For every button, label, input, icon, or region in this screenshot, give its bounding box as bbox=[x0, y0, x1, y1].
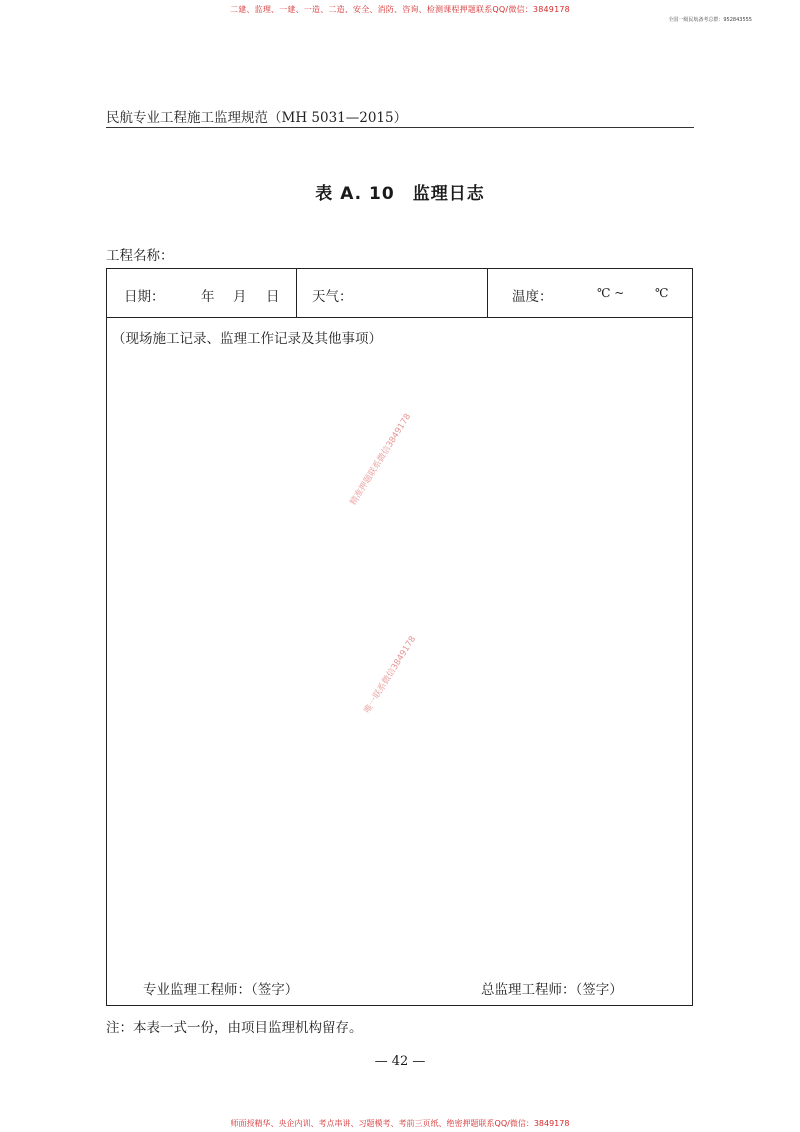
date-year: 年 bbox=[201, 289, 215, 305]
records-hint: （现场施工记录、监理工作记录及其他事项） bbox=[112, 331, 382, 347]
promo-banner-bottom: 师面授精华、央企内训、考点串讲、习题模考、考前三页纸、绝密押题联系QQ/微信：3849178 bbox=[230, 1119, 570, 1128]
temp-unit-to: ℃ bbox=[655, 286, 669, 300]
header-rule bbox=[106, 127, 694, 128]
chief-signature: 总监理工程师：（签字） bbox=[481, 982, 623, 998]
watermark-second: 唯一联系微信3849178 bbox=[362, 634, 419, 716]
promo-banner-top: 二建、监理、一建、一造、二造、安全、消防、咨询、检测课程押题联系QQ/微信：3849178 bbox=[230, 5, 570, 14]
date-label: 日期： bbox=[124, 289, 165, 305]
date-month: 月 bbox=[233, 289, 247, 305]
corner-group-note: 全国一级民航备考总群：952843555 bbox=[668, 17, 752, 23]
weather-temp-divider bbox=[487, 268, 488, 317]
footnote: 注：本表一式一份，由项目监理机构留存。 bbox=[106, 1020, 363, 1036]
form-row-rule bbox=[106, 317, 693, 318]
page-number: — 42 — bbox=[374, 1054, 426, 1069]
project-name-label: 工程名称： bbox=[106, 248, 174, 264]
temp-unit-from: ℃ ~ bbox=[597, 286, 625, 300]
date-day: 日 bbox=[266, 289, 280, 305]
temperature-label: 温度： bbox=[512, 289, 553, 305]
watermark-first: 精准押题联系微信3849178 bbox=[348, 412, 414, 508]
running-header: 民航专业工程施工监理规范（MH 5031—2015） bbox=[106, 110, 408, 126]
date-weather-divider bbox=[296, 268, 297, 317]
specialist-signature: 专业监理工程师：（签字） bbox=[143, 982, 299, 998]
weather-label: 天气： bbox=[312, 289, 353, 305]
table-title: 表 A. 10 监理日志 bbox=[315, 184, 485, 204]
log-form-box bbox=[106, 268, 693, 1006]
